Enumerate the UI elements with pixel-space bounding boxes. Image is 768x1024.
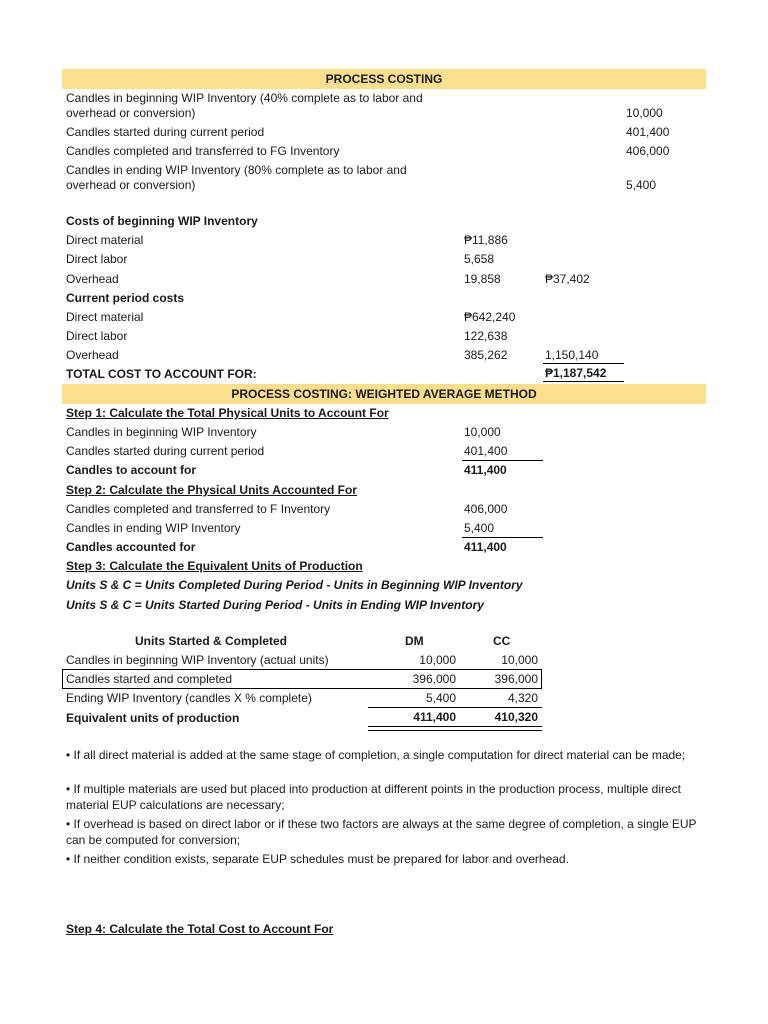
cur-dl-amount: 122,638 <box>464 329 508 343</box>
section-title-process-costing: PROCESS COSTING <box>62 69 706 89</box>
step3-formula-1: Units S & C = Units Completed During Period - Units in Beginning WIP Inventory <box>66 578 523 592</box>
beg-oh-label: Overhead <box>66 272 119 286</box>
cur-dl-label: Direct labor <box>66 329 128 343</box>
row-completed-label: Candles completed and transferred to FG Inventory <box>66 144 340 158</box>
step2-item-value: 5,400 <box>464 521 495 535</box>
cur-total: 1,150,140 <box>545 348 599 362</box>
step1-item-value: 401,400 <box>464 444 508 458</box>
row-ending-wip-value: 5,400 <box>626 178 657 192</box>
row-started-value: 401,400 <box>626 125 670 139</box>
eup-total-label: Equivalent units of production <box>66 711 240 725</box>
step2-rule <box>462 537 543 538</box>
step1-rule <box>462 460 543 461</box>
eup-row-cc: 396,000 <box>494 672 538 686</box>
total-cost-label: TOTAL COST TO ACCOUNT FOR: <box>66 367 257 381</box>
step4-heading: Step 4: Calculate the Total Cost to Account For <box>66 922 334 936</box>
step2-total-value: 411,400 <box>464 540 507 554</box>
cur-dm-label: Direct material <box>66 310 144 324</box>
eup-header-cc: CC <box>493 634 511 648</box>
cur-dm-amount: ₱642,240 <box>464 310 516 324</box>
step2-heading: Step 2: Calculate the Physical Units Accounted For <box>66 483 357 497</box>
step1-total-value: 411,400 <box>464 463 507 477</box>
step2-item-label: Candles completed and transferred to F Inventory <box>66 502 331 516</box>
eup-total-double-rule <box>368 726 542 731</box>
beginning-costs-heading: Costs of beginning WIP Inventory <box>66 214 258 228</box>
eup-row-dm: 10,000 <box>419 653 456 667</box>
eup-row-dm: 396,000 <box>412 672 456 686</box>
note-paragraph: • If all direct material is added at the same stage of completion, a single computation for direct material can be made; <box>66 748 686 762</box>
note-paragraph: • If overhead is based on direct labor or if these two factors are always at the same degree of completion, a single EUP can be computed for conversion; <box>66 817 697 847</box>
step1-heading: Step 1: Calculate the Total Physical Units to Account For <box>66 406 389 420</box>
eup-row-cc: 4,320 <box>507 691 538 705</box>
eup-header-dm: DM <box>405 634 424 648</box>
row-ending-wip-line1: Candles in ending WIP Inventory (80% complete as to labor and <box>66 163 407 177</box>
section-title-weighted-average: PROCESS COSTING: WEIGHTED AVERAGE METHOD <box>62 384 706 404</box>
eup-row-cc: 10,000 <box>501 653 538 667</box>
note-paragraph: • If multiple materials are used but placed into production at different points in the production process, multiple direct material EUP calculations are necessary; <box>66 782 681 812</box>
beg-total: ₱37,402 <box>545 272 590 286</box>
step2-item-label: Candles in ending WIP Inventory <box>66 521 241 535</box>
eup-row-label: Ending WIP Inventory (candles X % complete) <box>66 691 312 705</box>
row-started-label: Candles started during current period <box>66 125 265 139</box>
row-beginning-wip-line1: Candles in beginning WIP Inventory (40% complete as to labor and <box>66 91 423 105</box>
step1-item-label: Candles in beginning WIP Inventory <box>66 425 257 439</box>
beg-dm-label: Direct material <box>66 233 144 247</box>
eup-header-label: Units Started & Completed <box>135 634 288 648</box>
beg-dm-amount: ₱11,886 <box>464 233 508 247</box>
total-cost-value: ₱1,187,542 <box>545 366 607 380</box>
current-costs-heading: Current period costs <box>66 291 185 305</box>
row-ending-wip-line2: overhead or conversion) <box>66 178 196 192</box>
step1-total-label: Candles to account for <box>66 463 197 477</box>
eup-row-label: Candles in beginning WIP Inventory (actual units) <box>66 653 329 667</box>
step2-total-label: Candles accounted for <box>66 540 196 554</box>
row-beginning-wip-line2: overhead or conversion) <box>66 106 196 120</box>
row-beginning-wip-value: 10,000 <box>626 106 663 120</box>
eup-total-dm: 411,400 <box>413 710 456 724</box>
cur-oh-label: Overhead <box>66 348 119 362</box>
cur-oh-amount: 385,262 <box>464 348 508 362</box>
note-paragraph: • If neither condition exists, separate EUP schedules must be prepared for labor and overhead. <box>66 852 569 866</box>
eup-rule <box>368 707 542 708</box>
eup-row-label: Candles started and completed <box>66 672 233 686</box>
row-completed-value: 406,000 <box>626 144 670 158</box>
step1-item-label: Candles started during current period <box>66 444 265 458</box>
subtotal-rule <box>543 363 624 364</box>
step1-item-value: 10,000 <box>464 425 501 439</box>
step2-item-value: 406,000 <box>464 502 508 516</box>
beg-dl-label: Direct labor <box>66 252 128 266</box>
beg-dl-amount: 5,658 <box>464 252 495 266</box>
beg-oh-amount: 19,858 <box>464 272 501 286</box>
step3-heading: Step 3: Calculate the Equivalent Units of Production <box>66 559 363 573</box>
eup-row-dm: 5,400 <box>425 691 456 705</box>
eup-total-cc: 410,320 <box>494 710 538 724</box>
step3-formula-2: Units S & C = Units Started During Period - Units in Ending WIP Inventory <box>66 598 484 612</box>
